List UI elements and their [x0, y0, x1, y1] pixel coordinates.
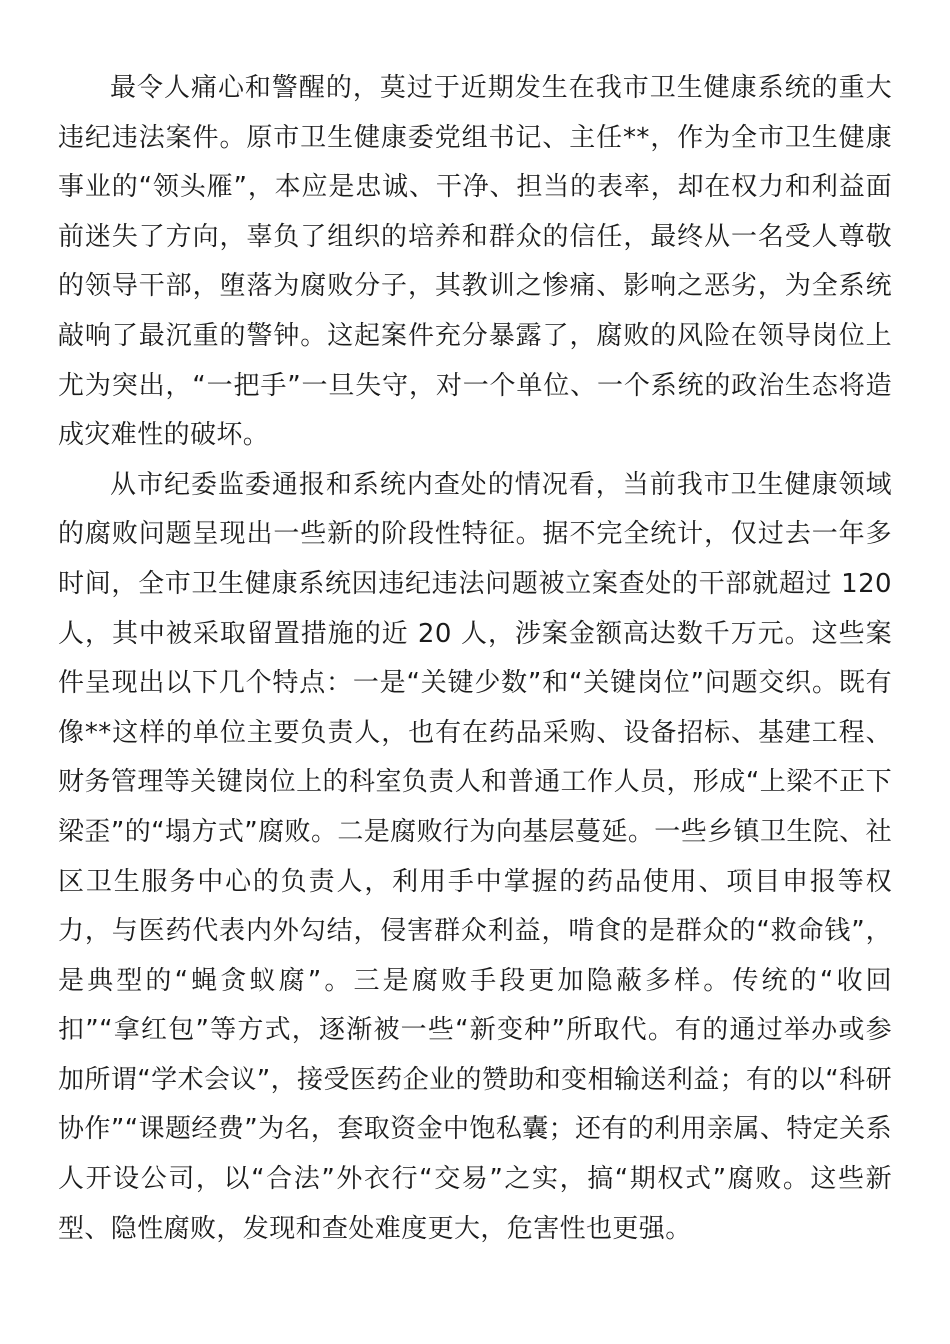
- document-page: [58, 64, 892, 1254]
- paragraph-corruption-features: 从市纪委监委通报和系统内查处的情况看，当前我市卫生健康领域的腐败问题呈现出一些新的阶段性特征。据不完全统计，仅过去一年多时间，全市卫生健康系统因违纪违法问题被立案查处的干部就超过 120 人，其中被采取留置措施的近 20 人，涉案金额高达数千万元。这些案件呈现出以下几个特点：一是“关键少数”和“关键岗位”问题交织。既有像**这样的单位主要负责人，也有在药品采购、设备招标、基建工程、财务管理等关键岗位上的科室负责人和普通工作人员，形成“上梁不正下梁歪”的“塌方式”腐败。二是腐败行为向基层蔓延。一些乡镇卫生院、社区卫生服务中心的负责人，利用手中掌握的药品使用、项目申报等权力，与医药代表内外勾结，侵害群众利益，啃食的是群众的“救命钱”，是典型的“蝇贪蚁腐”。三是腐败手段更加隐蔽多样。传统的“收回扣”“拿红包”等方式，逐渐被一些“新变种”所取代。有的通过举办或参加所谓“学术会议”，接受医药企业的赞助和变相输送利益；有的以“科研协作”“课题经费”为名，套取资金中饱私囊；还有的利用亲属、特定关系人开设公司，以“合法”外衣行“交易”之实，搞“期权式”腐败。这些新型、隐性腐败，发现和查处难度更大，危害性也更强。: [58, 469, 892, 1244]
- paragraph-leadership-case: 最令人痛心和警醒的，莫过于近期发生在我市卫生健康系统的重大违纪违法案件。原市卫生健康委党组书记、主任**，作为全市卫生健康事业的“领头雁”，本应是忠诚、干净、担当的表率，却在权力和利益面前迷失了方向，辜负了组织的培养和群众的信任，最终从一名受人尊敬的领导干部，堕落为腐败分子，其教训之惨痛、影响之恶劣，为全系统敲响了最沉重的警钟。这起案件充分暴露了，腐败的风险在领导岗位上尤为突出，“一把手”一旦失守，对一个单位、一个系统的政治生态将造成灾难性的破坏。: [58, 73, 892, 451]
